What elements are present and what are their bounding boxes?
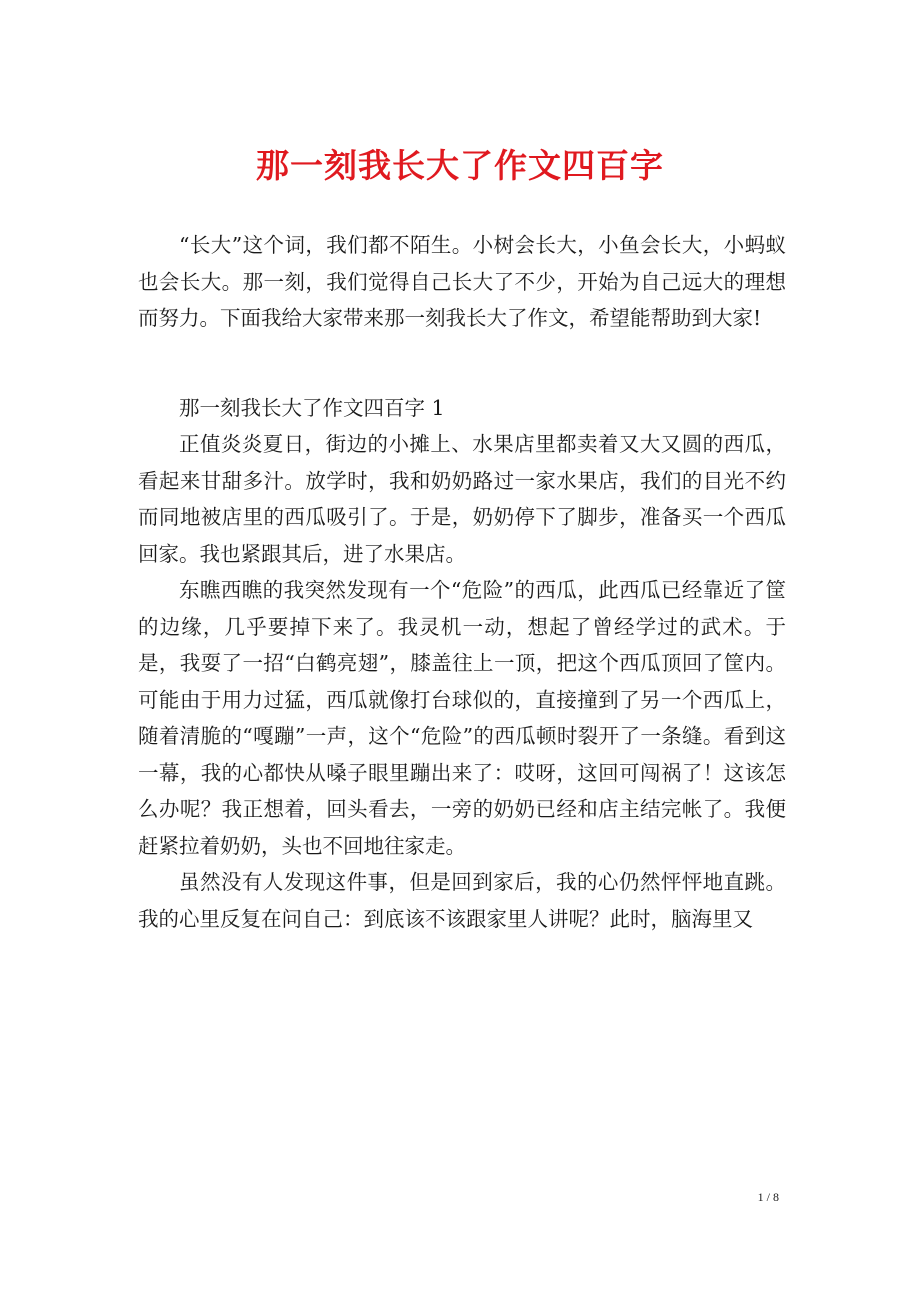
page-number: 1 / 8 — [757, 1190, 779, 1204]
document-body — [138, 227, 786, 937]
body-paragraph: 虽然没有人发现这件事，但是回到家后，我的心仍然怦怦地直跳。我的心里反复在问自己：到底该不该跟家里人讲呢？此时，脑海里又 — [138, 870, 786, 931]
intro-paragraph: “长大”这个词，我们都不陌生。小树会长大，小鱼会长大，小蚂蚁也会长大。那一刻，我们觉得自己长大了不少，开始为自己远大的理想而努力。下面我给大家带来那一刻我长大了作文，希望能帮助到大家! — [138, 233, 786, 330]
body-paragraph: 东瞧西瞧的我突然发现有一个“危险”的西瓜，此西瓜已经靠近了筐的边缘，几乎要掉下来了。我灵机一动，想起了曾经学过的武术。于是，我耍了一招“白鹤亮翅”，膝盖往上一顶，把这个西瓜顶回了筐内。可能由于用力过猛，西瓜就像打台球似的，直接撞到了另一个西瓜上，随着清脆的“嘎蹦”一声，这个“危险”的西瓜顿时裂开了一条缝。看到这一幕，我的心都快从嗓子眼里蹦出来了：哎呀，这回可闯祸了！这该怎么办呢？我正想着，回头看去，一旁的奶奶已经和店主结完帐了。我便赶紧拉着奶奶，头也不回地往家走。 — [138, 578, 786, 858]
body-paragraph: 正值炎炎夏日，街边的小摊上、水果店里都卖着又大又圆的西瓜，看起来甘甜多汁。放学时，我和奶奶路过一家水果店，我们的目光不约而同地被店里的西瓜吸引了。于是，奶奶停下了脚步，准备买一个西瓜回家。我也紧跟其后，进了水果店。 — [138, 432, 786, 566]
document-title: 那一刻我长大了作文四百字 — [256, 146, 664, 185]
section-heading: 那一刻我长大了作文四百字 1 — [179, 395, 445, 420]
